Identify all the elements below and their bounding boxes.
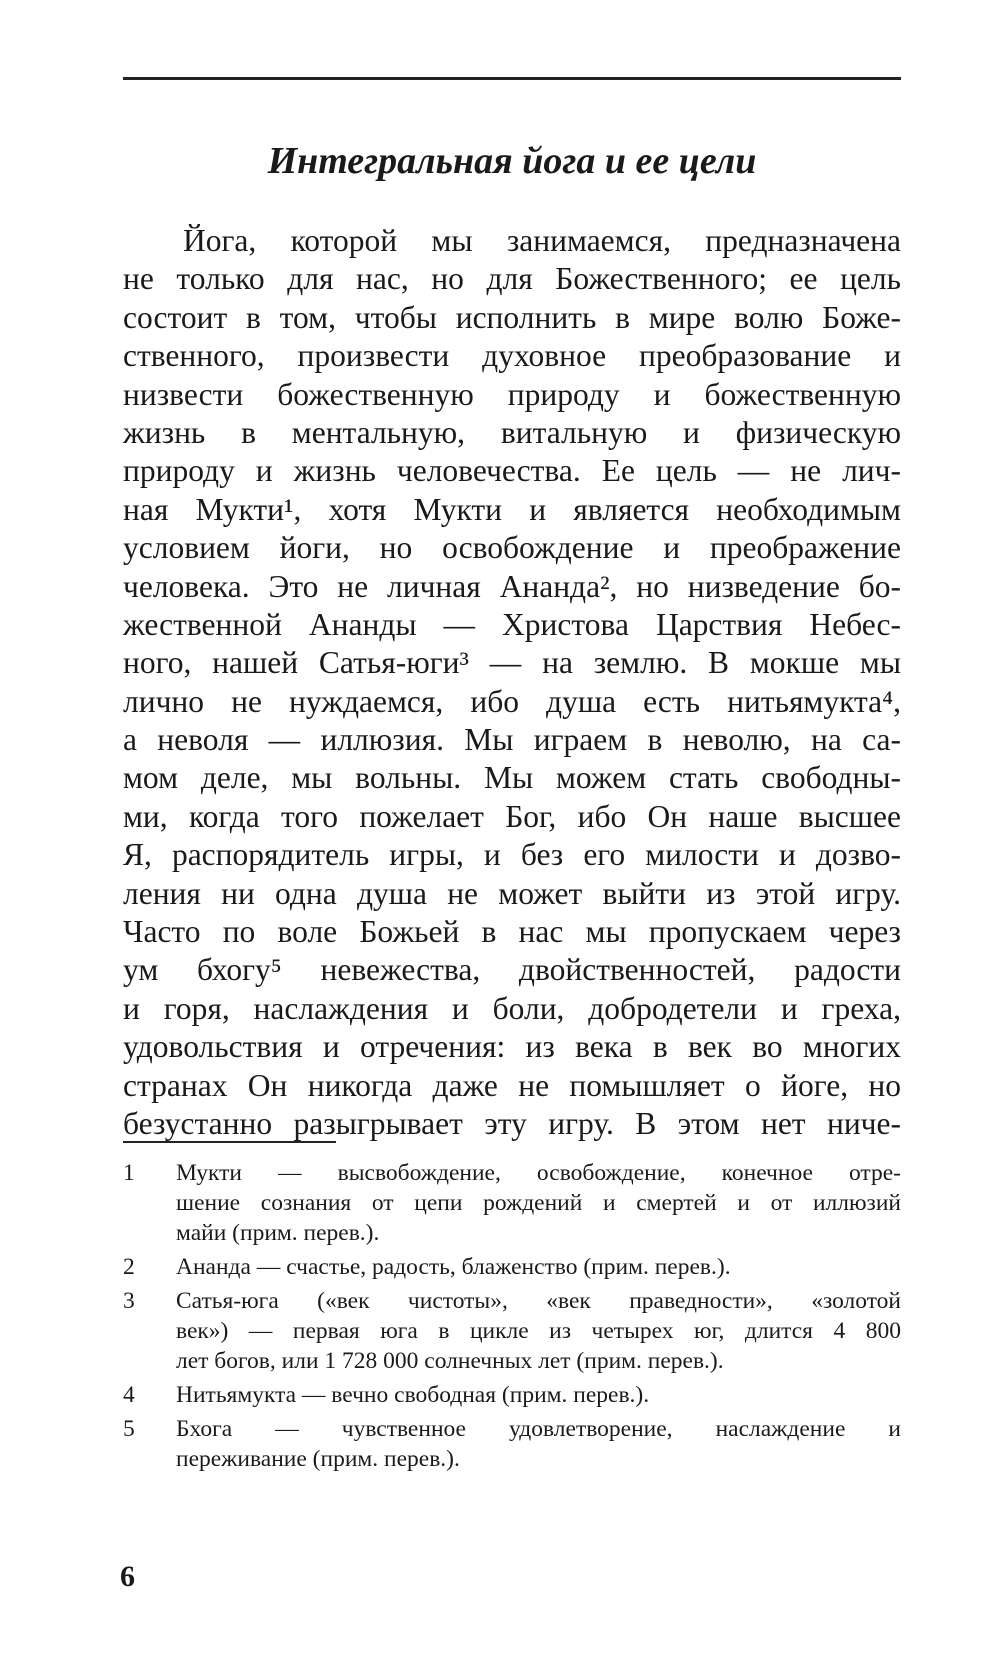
footnote-line: майи (прим. перев.). — [176, 1220, 380, 1246]
body-line: ления ни одна душа не может выйти из этой игру. — [123, 875, 901, 911]
footnote-text — [176, 1158, 901, 1248]
body-line: Я, распорядитель игры, и без его милости и дозво- — [123, 837, 901, 873]
body-line: безустанно разыгрывает эту игру. В этом нет ниче- — [123, 1105, 901, 1141]
footnote-line: лет богов, или 1 728 000 солнечных лет (прим. перев.). — [176, 1348, 724, 1374]
footnote-rule — [123, 1141, 336, 1143]
body-line: а неволя — иллюзия. Мы играем в неволю, на са- — [123, 722, 901, 758]
footnote-line: Ананда — счастье, радость, блаженство (прим. перев.). — [176, 1254, 731, 1280]
body-line: ная Мукти¹, хотя Мукти и является необходимым — [123, 491, 901, 527]
body-line: странах Он никогда даже не помышляет о йоге, но — [123, 1067, 901, 1103]
body-line: ственного, произвести духовное преобразование и — [123, 338, 901, 374]
footnote-line: Бхога — чувственное удовлетворение, наслаждение и — [176, 1416, 901, 1442]
body-text — [123, 222, 901, 1143]
footnote-line: переживание (прим. перев.). — [176, 1446, 460, 1472]
body-line: жественной Ананды — Христова Царствия Небес- — [123, 606, 901, 642]
body-line: ного, нашей Сатья-юги³ — на землю. В мокше мы — [123, 645, 901, 681]
footnote-text — [176, 1286, 901, 1376]
body-line: ум бхогу⁵ невежества, двойственностей, радости — [123, 952, 901, 988]
footnote-5 — [123, 1414, 901, 1474]
body-line: не только для нас, но для Божественного; ее цель — [123, 261, 901, 297]
body-line: состоит в том, чтобы исполнить в мире волю Боже- — [123, 299, 901, 335]
footnote-2 — [123, 1252, 901, 1282]
body-line: мом деле, мы вольны. Мы можем стать свободны- — [123, 760, 901, 796]
footnote-number: 3 — [123, 1288, 135, 1314]
footnote-4 — [123, 1380, 901, 1410]
body-line: жизнь в ментальную, витальную и физическую — [123, 414, 901, 450]
body-line: и горя, наслаждения и боли, добродетели и греха, — [123, 990, 901, 1026]
footnote-number: 4 — [123, 1382, 135, 1408]
body-line: природу и жизнь человечества. Ее цель — не лич- — [123, 453, 901, 489]
footnote-1 — [123, 1158, 901, 1248]
footnote-number: 2 — [123, 1254, 135, 1280]
body-line: удовольствия и отречения: из века в век во многих — [123, 1029, 901, 1065]
footnote-line: Мукти — высвобождение, освобождение, конечное отре- — [176, 1160, 901, 1186]
page-number: 6 — [120, 1560, 135, 1593]
body-line: лично не нуждаемся, ибо душа есть нитьямукта⁴, — [123, 683, 901, 719]
body-line: Часто по воле Божьей в нас мы пропускаем через — [123, 914, 901, 950]
footnote-3 — [123, 1286, 901, 1376]
header-rule — [123, 77, 901, 80]
footnote-text — [176, 1380, 901, 1410]
footnotes — [123, 1158, 901, 1478]
body-line: Йога, которой мы занимаемся, предназначена — [183, 223, 901, 258]
footnote-line: Нитьямукта — вечно свободная (прим. перев.). — [176, 1382, 650, 1408]
footnote-text — [176, 1252, 901, 1282]
body-line: ми, когда того пожелает Бог, ибо Он наше высшее — [123, 798, 901, 834]
footnote-number: 1 — [123, 1160, 135, 1186]
footnote-line: шение сознания от цепи рождений и смертей и от иллюзий — [176, 1190, 901, 1216]
footnote-text — [176, 1414, 901, 1474]
body-line: человека. Это не личная Ананда², но низведение бо- — [123, 568, 901, 604]
chapter-title: Интегральная йога и ее цели — [267, 140, 757, 182]
body-line: условием йоги, но освобождение и преображение — [123, 530, 901, 566]
body-line: низвести божественную природу и божественную — [123, 376, 901, 412]
footnote-line: век») — первая юга в цикле из четырех юг, длится 4 800 — [176, 1318, 901, 1344]
footnote-line: Сатья-юга («век чистоты», «век праведности», «золотой — [176, 1288, 901, 1314]
footnote-number: 5 — [123, 1416, 135, 1442]
